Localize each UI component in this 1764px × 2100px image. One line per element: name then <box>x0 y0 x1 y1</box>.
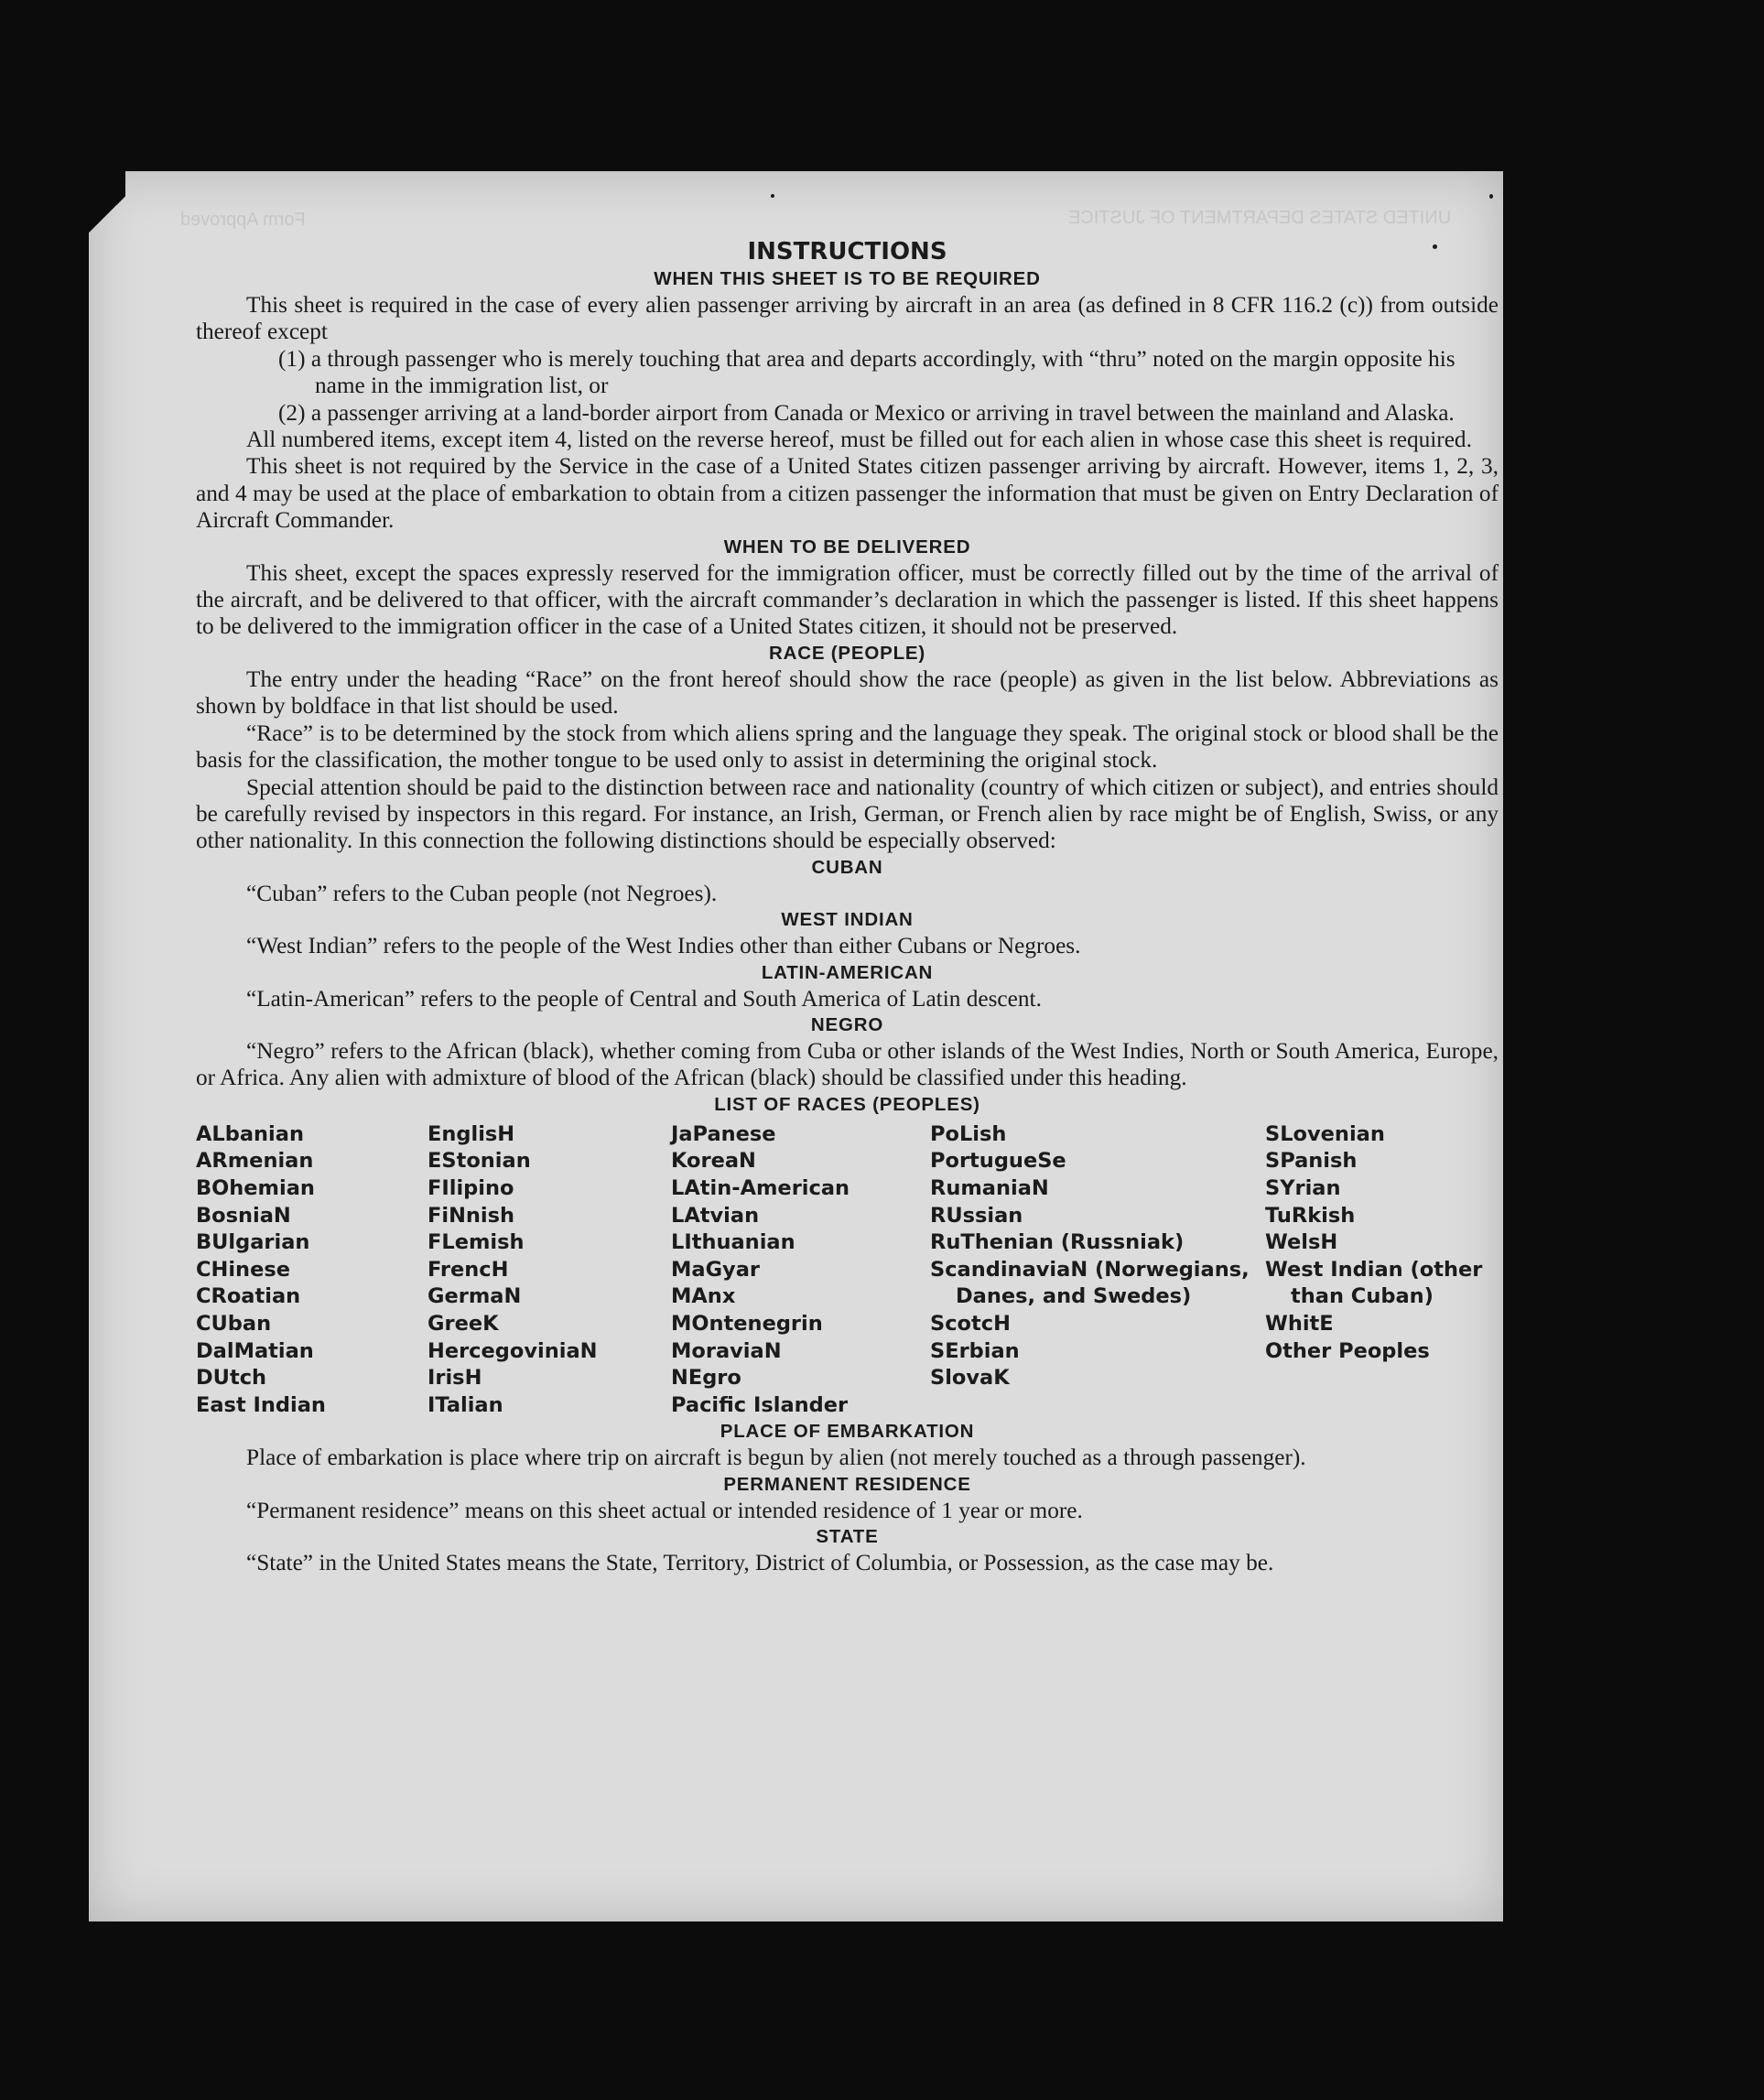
paragraph: “Negro” refers to the African (black), whether coming from Cuba or other islands of the West Indies, North or South America, Europe, or Africa. Any alien with admixture of blood of the African (black) should be classified under this heading. <box>196 1037 1499 1091</box>
race-entry: BUlgarian <box>196 1230 310 1255</box>
bleed-through-text: UNITED STATES DEPARTMENT OF JUSTICE <box>1068 208 1452 228</box>
paragraph: Place of embarkation is place where trip on aircraft is begun by alien (not merely touched as a through passenger). <box>246 1445 1306 1471</box>
races-column <box>1265 1121 1499 1420</box>
race-entry: Pacific Islander <box>671 1392 849 1417</box>
race-entry: MaGyar <box>671 1257 760 1282</box>
section-heading-when-required: WHEN THIS SHEET IS TO BE REQUIRED <box>654 268 1041 289</box>
paragraph: “Latin-American” refers to the people of Central and South America of Latin descent. <box>246 985 1042 1012</box>
race-entry: MOntenegrin <box>671 1311 823 1336</box>
race-entry: KoreaN <box>671 1149 756 1174</box>
race-entry: ScandinaviaN (Norwegians, Danes, and Swedes) <box>930 1257 1250 1309</box>
races-list-heading: LIST OF RACES (PEOPLES) <box>714 1093 980 1115</box>
race-entry: SPanish <box>1265 1149 1358 1174</box>
scan-speck <box>1433 244 1437 249</box>
paragraph: “Cuban” refers to the Cuban people (not Negroes). <box>246 880 718 906</box>
races-column <box>427 1121 671 1420</box>
paragraph: This sheet, except the spaces expressly reserved for the immigration officer, must be correctly filled out by the time of the arrival of the aircraft, and be delivered to that officer, with the aircraft commander’s declaration in which the passenger is listed. If this sheet happens to be delivered to the immigration officer in the case of a United States citizen, it should not be preserved. <box>196 559 1499 640</box>
paragraph: “Permanent residence” means on this sheet actual or intended residence of 1 year or more. <box>246 1497 1083 1523</box>
race-entry: LAtvian <box>671 1203 760 1228</box>
paragraph: “West Indian” refers to the people of the West Indies other than either Cubans or Negroes. <box>246 933 1081 959</box>
race-entry: EnglisH <box>427 1121 515 1146</box>
race-entry: FiNnish <box>427 1203 515 1228</box>
race-entry: ALbanian <box>196 1121 304 1146</box>
race-entry: RumaniaN <box>930 1175 1049 1200</box>
race-entry: WhitE <box>1265 1311 1334 1336</box>
race-entry: ITalian <box>427 1392 503 1417</box>
section-heading-state: STATE <box>816 1526 879 1548</box>
race-entry: SlovaK <box>930 1366 1010 1391</box>
races-column <box>930 1121 1265 1420</box>
paragraph: This sheet is required in the case of every alien passenger arriving by aircraft in an area (as defined in 8 CFR 116.2 (c)) from outside thereof except <box>196 292 1499 345</box>
race-entry: CRoatian <box>196 1284 301 1309</box>
paragraph: This sheet is not required by the Service in the case of a United States citizen passenger arriving by aircraft. However, items 1, 2, 3, and 4 may be used at the place of embarkation to obtain from a citizen passenger the information that must be given on Entry Declaration of Aircraft Commander. <box>196 453 1499 534</box>
race-entry: ScotcH <box>930 1311 1011 1336</box>
race-entry: SYrian <box>1265 1175 1341 1200</box>
race-entry: HercegoviniaN <box>427 1338 598 1363</box>
race-entry: BosniaN <box>196 1203 291 1228</box>
race-entry: DUtch <box>196 1366 267 1391</box>
race-entry: LIthuanian <box>671 1230 795 1255</box>
race-entry: FIlipino <box>427 1175 514 1200</box>
section-heading-place-of-embarkation: PLACE OF EMBARKATION <box>720 1421 975 1443</box>
race-entry: GermaN <box>427 1284 522 1309</box>
race-entry: BOhemian <box>196 1175 315 1200</box>
section-heading-latin-american: LATIN-AMERICAN <box>761 961 934 983</box>
race-entry: TuRkish <box>1265 1203 1356 1228</box>
race-entry: FrencH <box>427 1257 509 1282</box>
section-heading-when-delivered: WHEN TO BE DELIVERED <box>723 536 971 557</box>
race-entry: RuThenian (Russniak) <box>930 1230 1185 1255</box>
race-entry: GreeK <box>427 1311 499 1336</box>
section-heading-permanent-residence: PERMANENT RESIDENCE <box>723 1473 971 1495</box>
scan-speck <box>1489 194 1493 199</box>
race-entry: ARmenian <box>196 1149 314 1174</box>
section-heading-race: RACE (PEOPLE) <box>769 642 925 664</box>
scan-speck <box>771 194 774 198</box>
section-heading-negro: NEGRO <box>810 1013 884 1035</box>
races-column <box>196 1121 427 1420</box>
race-entry: EStonian <box>427 1149 531 1174</box>
document-body <box>196 237 1499 1577</box>
race-entry: DalMatian <box>196 1338 314 1363</box>
race-entry: PortugueSe <box>930 1149 1066 1174</box>
paragraph: “Race” is to be determined by the stock from which aliens spring and the language they speak. The original stock or blood shall be the basis for the classification, the mother tongue to be used only to assist in determining the original stock. <box>196 720 1499 774</box>
paragraph: The entry under the heading “Race” on the front hereof should show the race (people) as given in the list below. Abbreviations as shown by boldface in that list should be used. <box>196 666 1499 720</box>
race-entry: JaPanese <box>671 1121 776 1146</box>
races-column <box>671 1121 930 1420</box>
paragraph: All numbered items, except item 4, listed on the reverse hereof, must be filled out for each alien in whose case this sheet is required. <box>246 427 1472 453</box>
page-title: INSTRUCTIONS <box>747 238 947 265</box>
section-heading-cuban: CUBAN <box>811 856 883 878</box>
race-entry: MAnx <box>671 1284 736 1309</box>
paragraph: Special attention should be paid to the distinction between race and nationality (country of which citizen or subject), and entries should be carefully revised by inspectors in this regard. For instance, an Irish, German, or French alien by race might be of English, Swiss, or any other nationality. In this connection the following distinctions should be especially observed: <box>196 774 1499 854</box>
section-heading-west-indian: WEST INDIAN <box>781 909 914 931</box>
race-entry: FLemish <box>427 1230 525 1255</box>
bleed-through-text: Form Approved <box>180 210 306 230</box>
instruction-sheet <box>89 171 1503 1921</box>
race-entry: LAtin-American <box>671 1175 850 1200</box>
race-entry: SErbian <box>930 1338 1020 1363</box>
races-table <box>196 1121 1499 1420</box>
race-entry: SLovenian <box>1265 1121 1385 1146</box>
paragraph: “State” in the United States means the State, Territory, District of Columbia, or Possession, as the case may be. <box>246 1550 1274 1576</box>
race-entry: West Indian (other than Cuban) <box>1265 1257 1483 1309</box>
race-entry: East Indian <box>196 1392 326 1417</box>
race-entry: CHinese <box>196 1257 290 1282</box>
list-item: (1) a through passenger who is merely touching that area and departs accordingly, with “thru” noted on the margin opposite his name in the immigration list, or <box>278 345 1456 399</box>
list-item: (2) a passenger arriving at a land-border airport from Canada or Mexico or arriving in travel between the mainland and Alaska. <box>278 399 1455 426</box>
race-entry: RUssian <box>930 1203 1023 1228</box>
race-entry: WelsH <box>1265 1230 1338 1255</box>
race-entry: Other Peoples <box>1265 1338 1430 1363</box>
race-entry: PoLish <box>930 1121 1007 1146</box>
race-entry: IrisH <box>427 1366 482 1391</box>
race-entry: MoraviaN <box>671 1338 782 1363</box>
race-entry: NEgro <box>671 1366 741 1391</box>
race-entry: CUban <box>196 1311 272 1336</box>
